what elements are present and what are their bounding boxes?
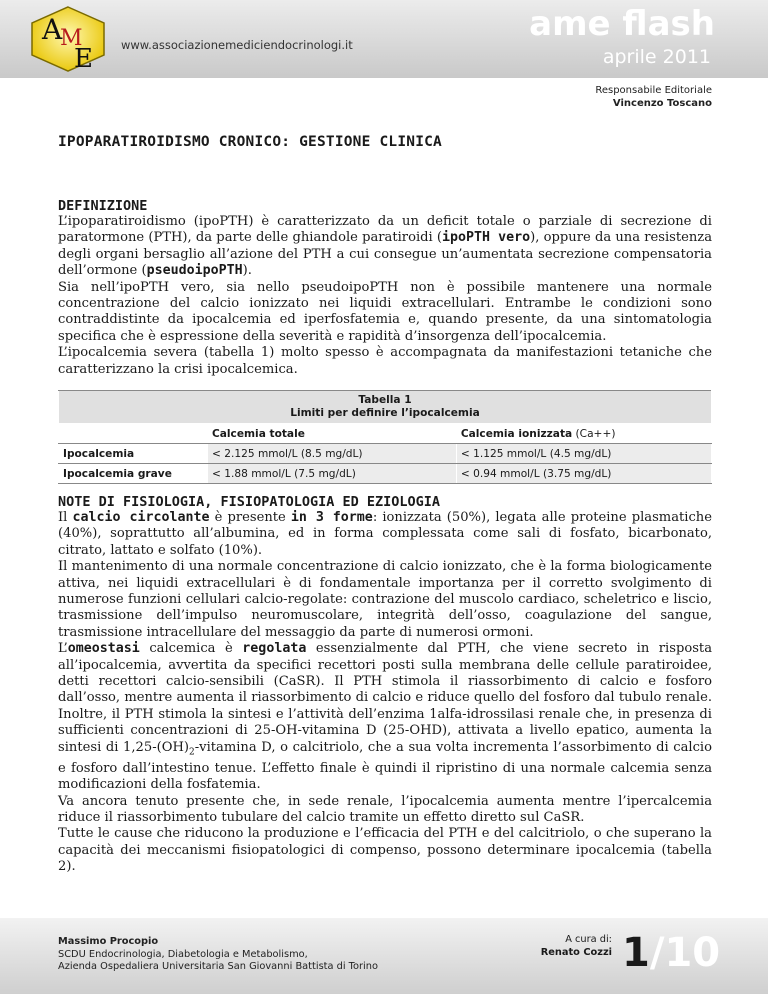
- table-caption: [59, 391, 712, 424]
- table-cell: < 1.125 mmol/L (4.5 mg/dL): [456, 444, 711, 464]
- ame-logo: [22, 5, 114, 73]
- site-url[interactable]: www.associazionemediciendocrinologi.it: [121, 38, 353, 52]
- table-header-total: Calcemia totale: [208, 424, 457, 444]
- table-cell: < 2.125 mmol/L (8.5 mg/dL): [208, 444, 457, 464]
- paragraph: Tutte le cause che riducono la produzione e l’efficacia del PTH e del calcitriolo, o che superano la capacità dei meccanismi fisiopatologici di compenso, possono determinare ipocalcemia (tabella 2).: [58, 826, 712, 875]
- section-heading-definizione: DEFINIZIONE: [58, 198, 148, 214]
- document-title: IPOPARATIROIDISMO CRONICO: GESTIONE CLINICA: [58, 134, 442, 150]
- author-credit: [58, 936, 378, 974]
- table-row: [59, 444, 712, 464]
- paragraph: L’omeostasi calcemica è regolata essenzialmente dal PTH, che viene secreto in risposta all’ipocalcemia, avvertita da specifici recettori posti sulla membrana delle cellule paratiroidee, detti recettori calcio-sensibili (CaSR). Il PTH stimola il riassorbimento di calcio e fosforo dall’osso, mentre aumenta il riassorbimento di calcio e riduce quello del fosforo dal tubulo renale. Inoltre, il PTH stimola la sintesi e l’attività dell’enzima 1alfa-idrossilasi renale che, in presenza di sufficienti concentrazioni di 25-OH-vitamina D (25-OHD), attivata a livello epatico, aumenta la sintesi di $1,25-(OH)_2$-vitamina D, o calcitriolo, che a sua volta incrementa l’assorbimento di calcio e fosforo dall’intestino tenue. L’effetto finale è quindi il ripristino di una normale calcemia senza modificazioni della fosfatemia.: [58, 641, 713, 793]
- paragraph: Va ancora tenuto presente che, in sede renale, l’ipocalcemia aumenta mentre l’ipercalcemia riduce il riassorbimento tubulare del calcio tramite un effetto diretto sul CaSR.: [58, 793, 712, 825]
- table-subtitle: Limiti per definire l’ipocalcemia: [290, 407, 480, 419]
- editor-credit: [595, 84, 712, 110]
- table-header-ionized: Calcemia ionizzata (Ca++): [456, 424, 711, 444]
- section-heading-fisiologia: NOTE DI FISIOLOGIA, FISIOPATOLOGIA ED EZIOLOGIA: [58, 494, 441, 510]
- table-cell: < 0.94 mmol/L (3.75 mg/dL): [456, 464, 711, 484]
- author-affiliation-2: Azienda Ospedaliera Universitaria San Giovanni Battista di Torino: [58, 961, 378, 972]
- section-definizione-body: [58, 214, 712, 378]
- table-row: [59, 464, 712, 484]
- curator-credit: [520, 934, 612, 959]
- paragraph: Sia nell’ipoPTH vero, sia nello pseudoipoPTH non è possibile mantenere una normale concentrazione del calcio ionizzato nei liquidi extracellulari. Entrambe le condizioni sono contraddistinte da ipocalcemia ed iperfosfatemia e, quando presente, da una sintomatologia specifica che è espressione della severità e rapidità d’insorgenza dell’ipocalcemia.: [58, 279, 712, 344]
- curator-name: Renato Cozzi: [540, 946, 612, 958]
- table-header-empty: [59, 424, 208, 444]
- paragraph: L’ipoparatiroidismo (ipoPTH) è caratterizzato da un deficit totale o parziale di secrezione di paratormone (PTH), da parte delle ghiandole paratiroidi (ipoPTH vero), oppure da una resistenza degli organi bersaglio all’azione del PTH a cui consegue un’aumentata secrezione compensatoria dell’ormone (pseudoipoPTH).: [58, 214, 713, 279]
- table-cell-label: Ipocalcemia grave: [59, 464, 208, 484]
- curator-label: A cura di:: [565, 934, 612, 945]
- editor-name: Vincenzo Toscano: [612, 98, 712, 109]
- paragraph: Il calcio circolante è presente in 3 forme: ionizzata (50%), legata alle proteine plasmatiche (40%), soprattutto all’albumina, ed in forma complessata come sali di fosfato, bicarbonato, citrato, lattato e solfato (10%).: [58, 510, 712, 558]
- table-cell-label: Ipocalcemia: [59, 444, 208, 464]
- logo-letter-e: E: [74, 44, 93, 73]
- section-fisiologia-body: [58, 510, 712, 876]
- author-name: Massimo Procopio: [58, 936, 159, 947]
- table-title: Tabella 1: [358, 394, 412, 406]
- issue-date: aprile 2011: [602, 46, 711, 68]
- page-number: 1/10: [622, 930, 721, 976]
- table-header-row: [59, 424, 712, 444]
- author-affiliation-1: SCDU Endocrinologia, Diabetologia e Metabolismo,: [58, 948, 308, 960]
- logo-letter-a: A: [42, 13, 63, 46]
- table-cell: < 1.88 mmol/L (7.5 mg/dL): [208, 464, 457, 484]
- logo-letter-m: M: [60, 26, 83, 51]
- paragraph: L’ipocalcemia severa (tabella 1) molto spesso è accompagnata da manifestazioni tetaniche che caratterizzano la crisi ipocalcemica.: [58, 345, 712, 377]
- editor-label: Responsabile Editoriale: [595, 85, 712, 96]
- brand-title: ame flash: [529, 4, 715, 44]
- table-1: [58, 390, 712, 484]
- paragraph: Il mantenimento di una normale concentrazione di calcio ionizzato, che è la forma biologicamente attiva, nei liquidi extracellulari è di fondamentale importanza per il corretto svolgimento di numerose funzioni cellulari calcio-regolate: contrazione del muscolo cardiaco, scheletrico e liscio, trasmissione dell’impulso neuromuscolare, integrità dell’osso, coagulazione del sangue, trasmissione intracellulare del messaggio da parte di numerosi ormoni.: [58, 559, 712, 640]
